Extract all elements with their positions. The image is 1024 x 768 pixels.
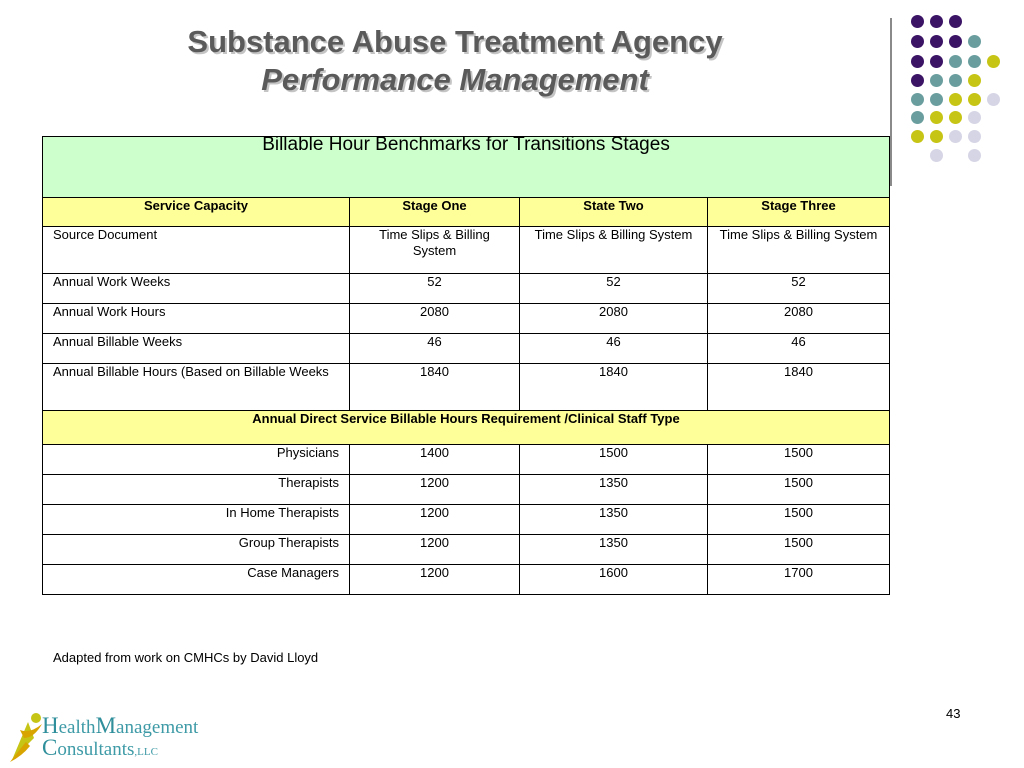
cell-value: 1200 bbox=[350, 535, 520, 565]
dot bbox=[968, 93, 981, 106]
logo-line-2 bbox=[42, 735, 198, 762]
table-caption-row bbox=[43, 137, 890, 198]
dot bbox=[987, 55, 1000, 68]
dot bbox=[911, 74, 924, 87]
cell-value: 1840 bbox=[520, 364, 708, 411]
table-row bbox=[43, 565, 890, 595]
source-footnote: Adapted from work on CMHCs by David Lloyd bbox=[53, 650, 319, 665]
table-row bbox=[43, 475, 890, 505]
decorative-divider bbox=[890, 18, 892, 186]
page-number: 43 bbox=[946, 706, 961, 721]
cell-value: 1700 bbox=[708, 565, 890, 595]
dot bbox=[911, 93, 924, 106]
cell-value: Time Slips & Billing System bbox=[520, 227, 708, 274]
table-row bbox=[43, 227, 890, 274]
dot bbox=[930, 55, 943, 68]
cell-value: 1840 bbox=[708, 364, 890, 411]
cell-value: 2080 bbox=[350, 304, 520, 334]
column-header: Stage Three bbox=[708, 198, 890, 227]
cell-value: 1500 bbox=[708, 445, 890, 475]
dot bbox=[968, 111, 981, 124]
dot bbox=[911, 130, 924, 143]
dot bbox=[949, 55, 962, 68]
dot bbox=[949, 111, 962, 124]
table-row bbox=[43, 505, 890, 535]
cell-value: 1500 bbox=[708, 535, 890, 565]
cell-value: 46 bbox=[350, 334, 520, 364]
logo-letter: C bbox=[42, 735, 58, 760]
row-label: Annual Work Weeks bbox=[43, 274, 350, 304]
dot bbox=[968, 35, 981, 48]
logo-line-1 bbox=[42, 713, 199, 738]
cell-value: 52 bbox=[708, 274, 890, 304]
column-header: Service Capacity bbox=[43, 198, 350, 227]
dot bbox=[911, 35, 924, 48]
cell-value: 1500 bbox=[708, 475, 890, 505]
column-header: State Two bbox=[520, 198, 708, 227]
dot bbox=[930, 149, 943, 162]
dot bbox=[968, 74, 981, 87]
cell-value: 1200 bbox=[350, 475, 520, 505]
section-label: Annual Direct Service Billable Hours Requirement /Clinical Staff Type bbox=[43, 411, 890, 445]
logo-letter: M bbox=[95, 713, 117, 738]
logo-letter: H bbox=[42, 713, 59, 738]
logo-word: ealth bbox=[58, 717, 96, 738]
cell-value: Time Slips & Billing System bbox=[708, 227, 890, 274]
cell-value: 2080 bbox=[520, 304, 708, 334]
logo-word: onsultants bbox=[57, 739, 135, 760]
dot bbox=[949, 35, 962, 48]
logo-word: anagement bbox=[116, 717, 199, 738]
dot bbox=[911, 15, 924, 28]
table-row bbox=[43, 364, 890, 411]
table-row bbox=[43, 304, 890, 334]
company-logo-text bbox=[42, 713, 199, 762]
dot bbox=[930, 15, 943, 28]
cell-value: 52 bbox=[350, 274, 520, 304]
dot bbox=[949, 74, 962, 87]
cell-value: 1840 bbox=[350, 364, 520, 411]
row-label: Therapists bbox=[43, 475, 350, 505]
slide-title-block bbox=[60, 22, 850, 100]
cell-value: 1350 bbox=[520, 505, 708, 535]
dot bbox=[987, 93, 1000, 106]
cell-value: 2080 bbox=[708, 304, 890, 334]
dot bbox=[968, 130, 981, 143]
dot bbox=[930, 35, 943, 48]
row-label: Annual Work Hours bbox=[43, 304, 350, 334]
dot bbox=[911, 55, 924, 68]
column-header: Stage One bbox=[350, 198, 520, 227]
table-row bbox=[43, 334, 890, 364]
cell-value: 1500 bbox=[520, 445, 708, 475]
row-label: Annual Billable Weeks bbox=[43, 334, 350, 364]
dot bbox=[930, 74, 943, 87]
table-caption: Billable Hour Benchmarks for Transitions Stages bbox=[43, 137, 890, 198]
dot bbox=[968, 55, 981, 68]
table-row bbox=[43, 445, 890, 475]
logo-suffix: ,LLC bbox=[134, 746, 158, 758]
dot bbox=[911, 111, 924, 124]
dot bbox=[930, 93, 943, 106]
slide-title: Substance Abuse Treatment Agency bbox=[187, 24, 723, 59]
cell-value: 1200 bbox=[350, 565, 520, 595]
row-label: Annual Billable Hours (Based on Billable Weeks bbox=[43, 364, 350, 411]
row-label: Group Therapists bbox=[43, 535, 350, 565]
decorative-dot-grid bbox=[911, 15, 1011, 165]
benchmark-table bbox=[42, 136, 890, 595]
cell-value: 1200 bbox=[350, 505, 520, 535]
dot bbox=[968, 149, 981, 162]
cell-value: 1600 bbox=[520, 565, 708, 595]
cell-value: Time Slips & Billing System bbox=[350, 227, 520, 274]
dot bbox=[949, 93, 962, 106]
cell-value: 1350 bbox=[520, 535, 708, 565]
dot bbox=[930, 130, 943, 143]
table-row bbox=[43, 535, 890, 565]
table-header-row bbox=[43, 198, 890, 227]
cell-value: 46 bbox=[520, 334, 708, 364]
cell-value: 1500 bbox=[708, 505, 890, 535]
table-section-row bbox=[43, 411, 890, 445]
row-label: In Home Therapists bbox=[43, 505, 350, 535]
slide-subtitle: Performance Management bbox=[261, 62, 649, 97]
dot bbox=[930, 111, 943, 124]
cell-value: 52 bbox=[520, 274, 708, 304]
dot bbox=[949, 130, 962, 143]
cell-value: 46 bbox=[708, 334, 890, 364]
row-label: Physicians bbox=[43, 445, 350, 475]
cell-value: 1350 bbox=[520, 475, 708, 505]
cell-value: 1400 bbox=[350, 445, 520, 475]
row-label: Source Document bbox=[43, 227, 350, 274]
dot bbox=[949, 15, 962, 28]
table-row bbox=[43, 274, 890, 304]
row-label: Case Managers bbox=[43, 565, 350, 595]
